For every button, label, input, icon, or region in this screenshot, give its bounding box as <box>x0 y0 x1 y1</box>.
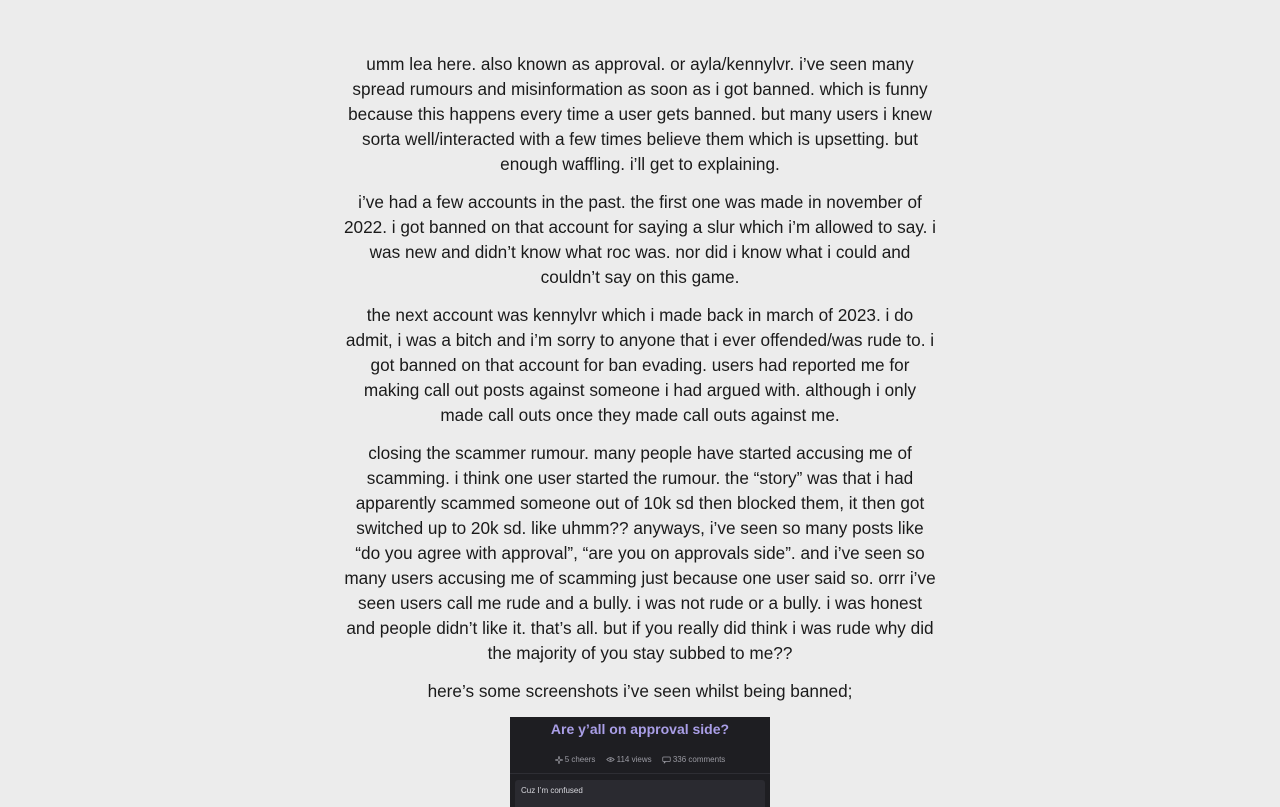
cheers-count: 5 cheers <box>564 755 596 764</box>
post-paragraph: here’s some screenshots i’ve seen whilst being banned; <box>427 681 853 701</box>
comments-stat <box>662 755 725 764</box>
sparkle-icon <box>555 756 563 764</box>
comment-icon <box>662 756 671 764</box>
views-stat <box>606 755 652 764</box>
post-paragraph: i’ve had a few accounts in the past. the first one was made in november of 2022. i got banned on that account for saying a slur which i’m allowed to say. i was new and didn’t know what roc was. nor did i know what i could and couldn’t say on this game. <box>343 192 937 287</box>
comments-count: 336 comments <box>672 755 726 764</box>
screenshot-divider <box>510 773 770 774</box>
screenshot-body-text: Cuz I’m confused <box>521 786 583 795</box>
screenshot-post-stats <box>510 755 770 764</box>
post-paragraph: closing the scammer rumour. many people have started accusing me of scamming. i think one user started the rumour. the “story” was that i had apparently scammed someone out of 10k sd then blocked them, it then got switched up to 20k sd. like uhmm?? anyways, i’ve seen so many posts like “do you agree with approval”, “are you on approvals side”. and i’ve seen so many users accusing me of scamming just because one user said so. orrr i’ve seen users call me rude and a bully. i was not rude or a bully. i was honest and people didn’t like it. that’s all. but if you really did think i was rude why did the majority of you stay subbed to me?? <box>344 443 936 663</box>
eye-icon <box>606 756 615 763</box>
embedded-screenshot <box>510 717 770 807</box>
screenshot-post-title: Are y’all on approval side? <box>550 721 730 737</box>
screenshot-post-body <box>515 780 765 807</box>
post-paragraph: umm lea here. also known as approval. or ayla/kennylvr. i’ve seen many spread rumours and misinformation as soon as i got banned. which is funny because this happens every time a user gets banned. but many users i knew sorta well/interacted with a few times believe them which is upsetting. but enough waffling. i’ll get to explaining. <box>348 54 932 174</box>
views-count: 114 views <box>616 755 652 764</box>
post-content <box>342 52 938 717</box>
cheers-stat <box>555 755 596 764</box>
post-paragraph: the next account was kennylvr which i made back in march of 2023. i do admit, i was a bitch and i’m sorry to anyone that i ever offended/was rude to. i got banned on that account for ban evading. users had reported me for making call out posts against someone i had argued with. although i only made call outs once they made call outs against me. <box>345 305 935 425</box>
